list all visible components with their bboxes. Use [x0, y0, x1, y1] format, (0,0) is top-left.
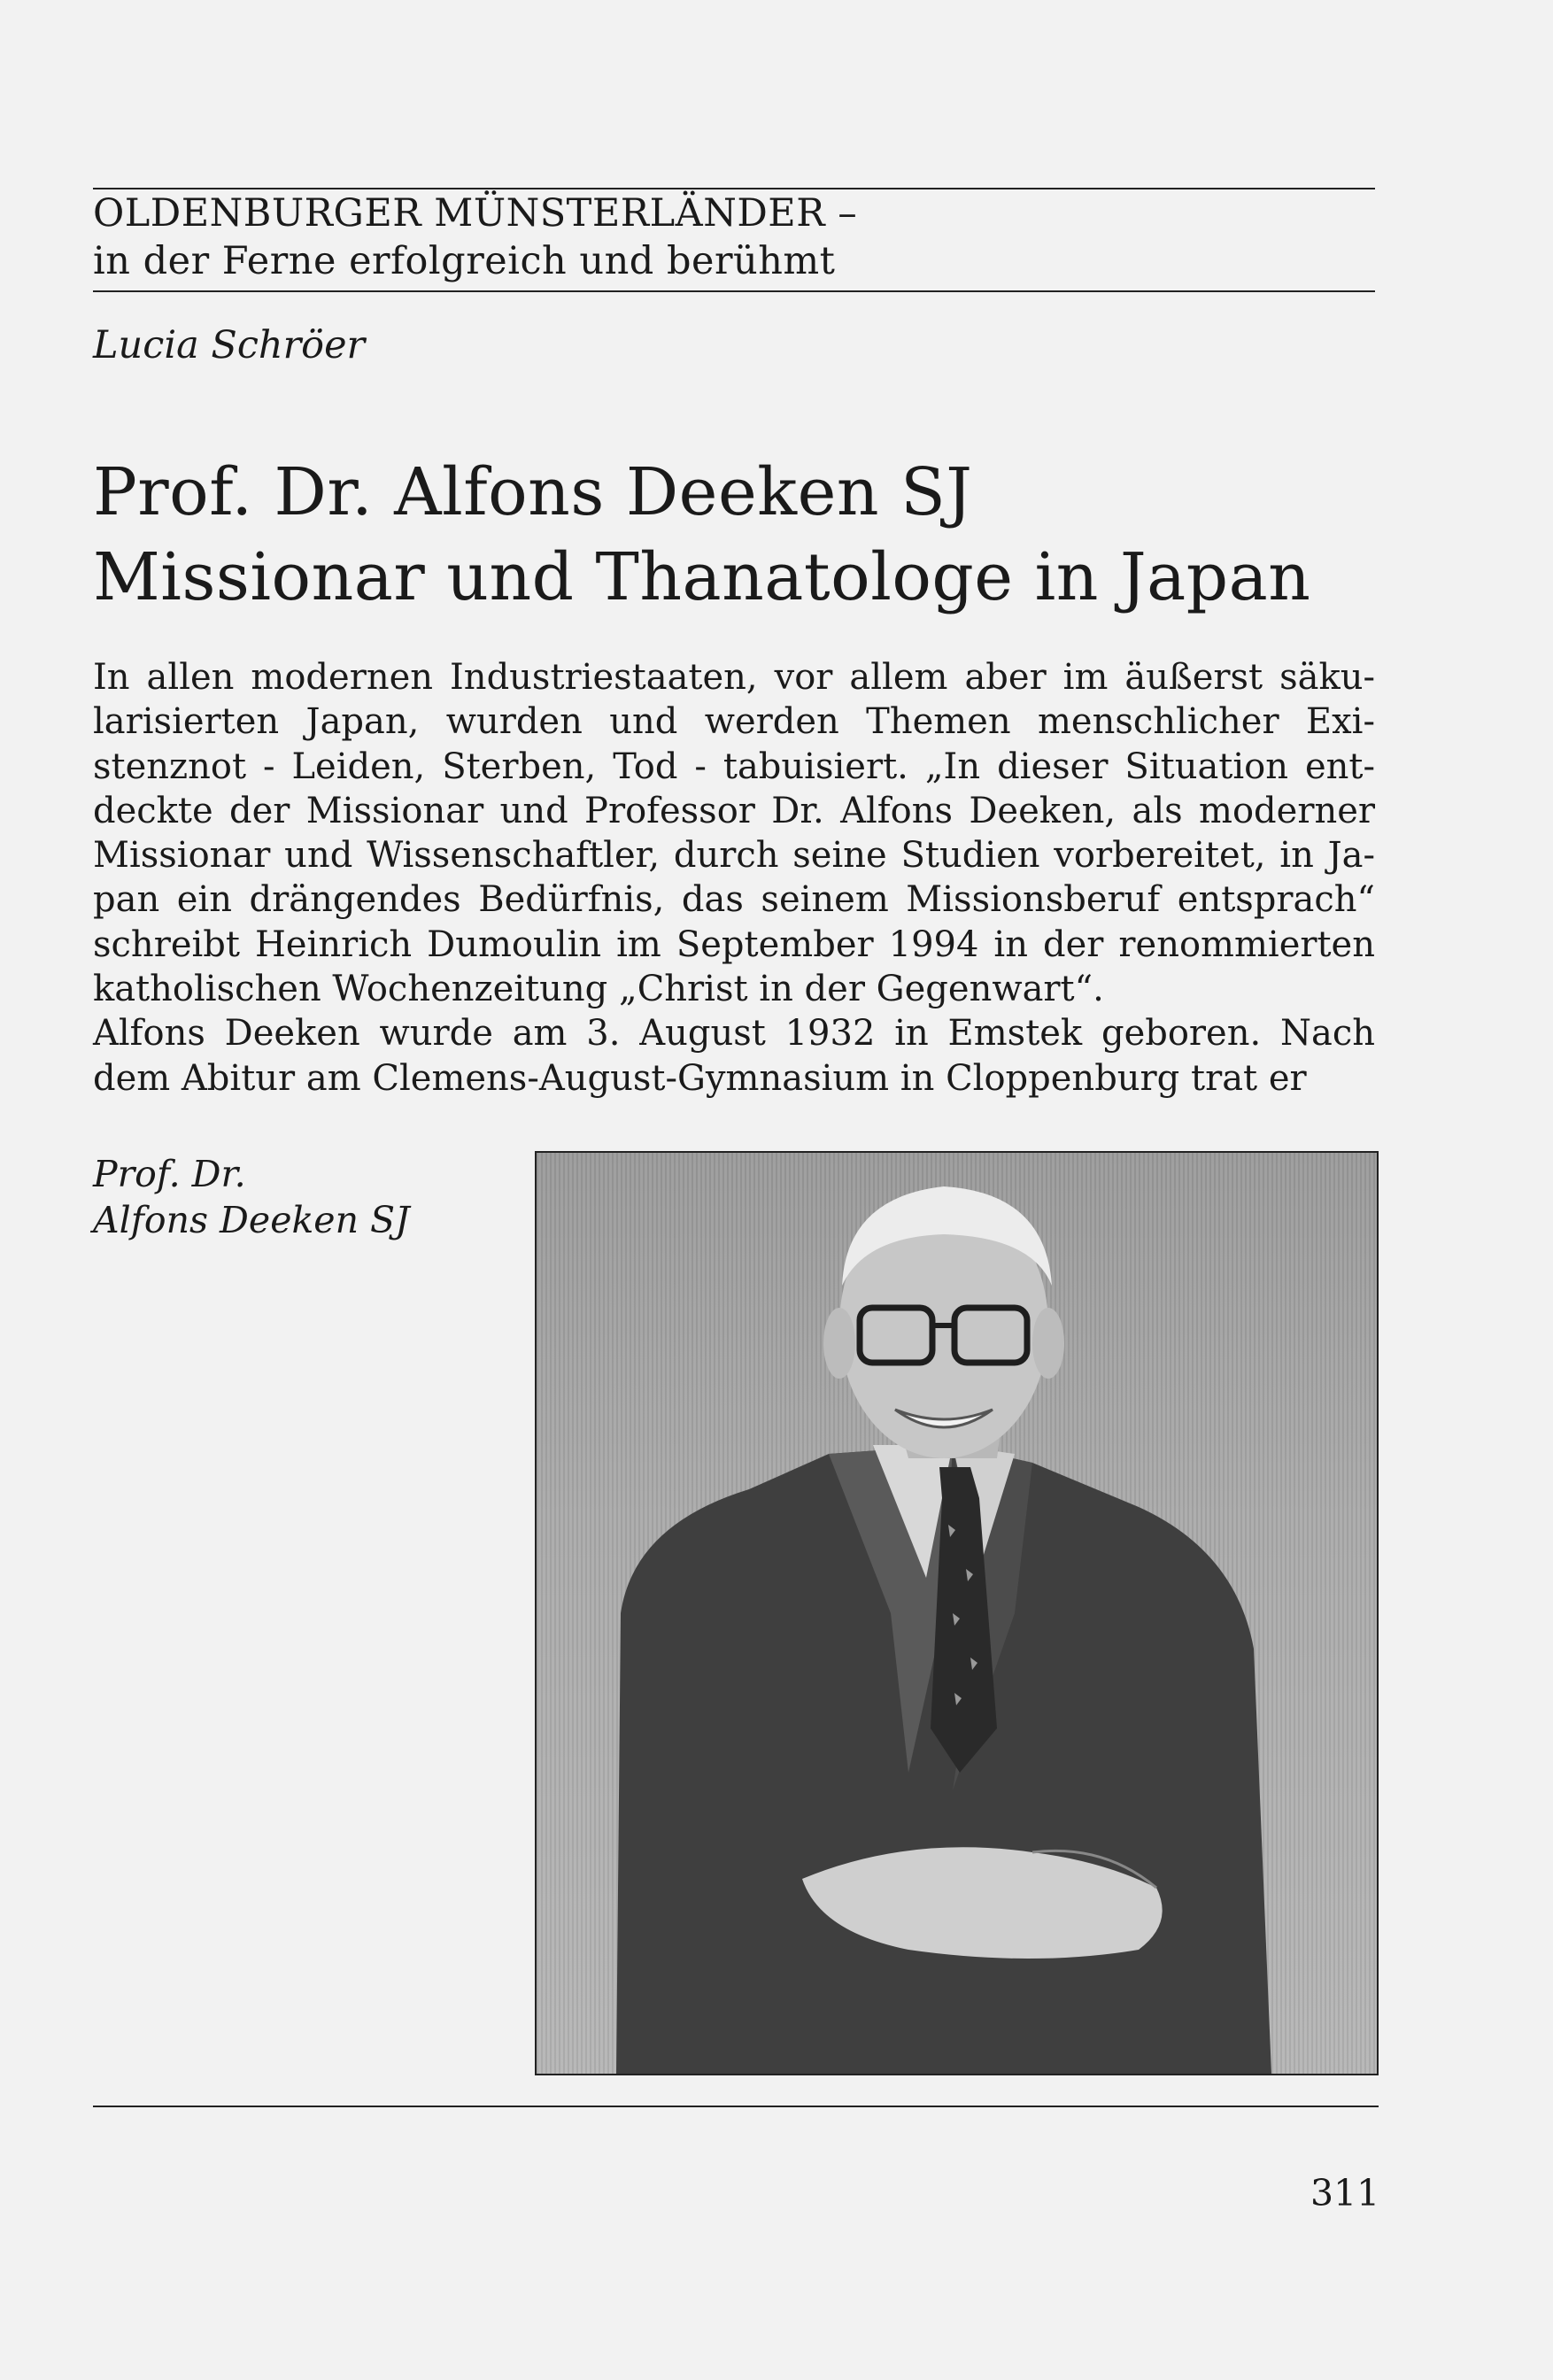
section-header-line1: OLDENBURGER MÜNSTERLÄNDER – [93, 191, 858, 236]
body-paragraph-1: In allen modernen Industriestaaten, vor allem aber im äußerst säkularisierten Japan, wurden und werden Themen menschlicher Existenznot - Leiden, Sterben, Tod - tabuisiert. „In dieser Situation entdeckte der Missionar und Professor Dr. Alfons Deeken, als moderner Missionar und Wissenschaftler, durch seine Studien vorbereitet, in Japan ein drängendes Bedürfnis, das seinem Missionsberuf entsprach“ schreibt Heinrich Dumoulin im September 1994 in der renommierten katholischen Wochenzeitung „Christ in der Gegenwart“. [93, 657, 1375, 1010]
photo-caption-line2: Alfons Deeken SJ [93, 1199, 410, 1241]
footer-rule [93, 2106, 1379, 2107]
section-header [93, 189, 857, 285]
author-name: Lucia Schröer [93, 323, 366, 367]
photo-caption-line1: Prof. Dr. [93, 1153, 246, 1195]
photo-caption [93, 1151, 410, 1243]
article-body [93, 655, 1375, 1101]
portrait-illustration [537, 1153, 1377, 2074]
article-title [93, 450, 1310, 620]
title-line1: Prof. Dr. Alfons Deeken SJ [93, 454, 973, 530]
body-paragraph-2: Alfons Deeken wurde am 3. August 1932 in Emstek geboren. Nach dem Abitur am Clemens-August-Gymnasium in Cloppenburg trat er [93, 1013, 1375, 1099]
page-number: 311 [1310, 2172, 1380, 2214]
title-line2: Missionar und Thanatologe in Japan [93, 539, 1311, 615]
section-header-line2: in der Ferne erfolgreich und berühmt [93, 239, 836, 283]
header-bottom-rule [93, 290, 1375, 292]
portrait-photo [535, 1151, 1379, 2075]
